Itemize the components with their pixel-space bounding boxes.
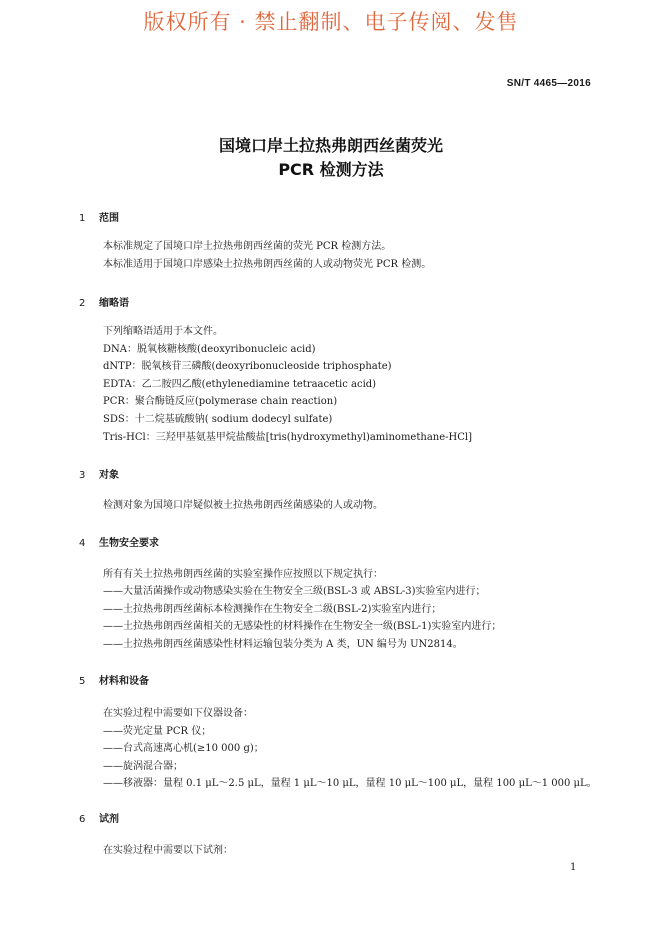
section-line: ——台式高速离心机(≥10 000 g)； — [103, 743, 264, 754]
section-heading — [79, 810, 119, 825]
section-title: 试剂 — [99, 814, 119, 825]
document-title-line2: PCR 检测方法 — [278, 160, 384, 179]
section-heading — [79, 672, 149, 687]
section-title: 范围 — [99, 213, 119, 224]
section-line: ——土拉热弗朗西丝菌相关的无感染性的材料操作在生物安全一级(BSL-1)实验室内进行； — [103, 621, 502, 632]
section-line: 在实验过程中需要以下试剂： — [103, 845, 233, 856]
section-line: ——旋涡混合器； — [103, 761, 183, 772]
section-title: 缩略语 — [99, 298, 129, 309]
section-line: ——荧光定量 PCR 仪； — [103, 726, 212, 737]
section-heading — [79, 466, 119, 481]
section-line: 本标准适用于国境口岸感染土拉热弗朗西丝菌的人或动物荧光 PCR 检测。 — [103, 259, 432, 270]
page-number: 1 — [570, 862, 577, 873]
document-title-line1: 国境口岸土拉热弗朗西丝菌荧光 — [218, 136, 443, 155]
section-number: 3 — [79, 470, 86, 481]
section-line: dNTP：脱氧核苷三磷酸(deoxyribonucleoside triphosphate) — [103, 361, 392, 372]
section-line: DNA：脱氧核糖核酸(deoxyribonucleic acid) — [103, 344, 316, 355]
standard-number: SN/T 4465—2016 — [506, 78, 591, 89]
section-line: EDTA：乙二胺四乙酸(ethylenediamine tetraacetic acid) — [103, 379, 377, 390]
watermark-text: 版权所有 · 禁止翻制、电子传阅、发售 — [143, 10, 519, 34]
section-line: 所有有关土拉热弗朗西丝菌的实验室操作应按照以下规定执行： — [103, 569, 383, 580]
section-heading — [79, 534, 159, 549]
section-title: 生物安全要求 — [99, 538, 159, 549]
section-heading — [79, 294, 129, 309]
section-number: 4 — [79, 538, 86, 549]
section-line: SDS：十二烷基硫酸钠( sodium dodecyl sulfate) — [103, 414, 333, 425]
section-line: ——移液器：量程 0.1 μL～2.5 μL，量程 1 μL～10 μL，量程 10 μL～100 μL，量程 100 μL～1 000 μL。 — [103, 778, 597, 789]
section-line: ——土拉热弗朗西丝菌感染性材料运输包装分类为 A 类，UN 编号为 UN2814。 — [103, 639, 463, 650]
section-heading — [79, 209, 119, 224]
section-number: 2 — [79, 298, 86, 309]
section-number: 1 — [79, 213, 86, 224]
section-line: Tris-HCl：三羟甲基氨基甲烷盐酸盐[tris(hydroxymethyl)aminomethane-HCl] — [103, 432, 472, 443]
section-title: 材料和设备 — [99, 676, 149, 687]
section-line: ——土拉热弗朗西丝菌标本检测操作在生物安全二级(BSL-2)实验室内进行； — [103, 604, 442, 615]
section-line: 下列缩略语适用于本文件。 — [103, 326, 223, 337]
section-line: PCR：聚合酶链反应(polymerase chain reaction) — [103, 396, 338, 407]
section-number: 6 — [79, 814, 86, 825]
section-line: 本标准规定了国境口岸土拉热弗朗西丝菌的荧光 PCR 检测方法。 — [103, 241, 392, 252]
section-number: 5 — [79, 676, 86, 687]
section-line: ——大量活菌操作或动物感染实验在生物安全三级(BSL-3 或 ABSL-3)实验室内进行； — [103, 586, 486, 597]
section-title: 对象 — [99, 470, 119, 481]
section-line: 在实验过程中需要如下仪器设备： — [103, 708, 253, 719]
section-line: 检测对象为国境口岸疑似被土拉热弗朗西丝菌感染的人或动物。 — [103, 500, 383, 511]
